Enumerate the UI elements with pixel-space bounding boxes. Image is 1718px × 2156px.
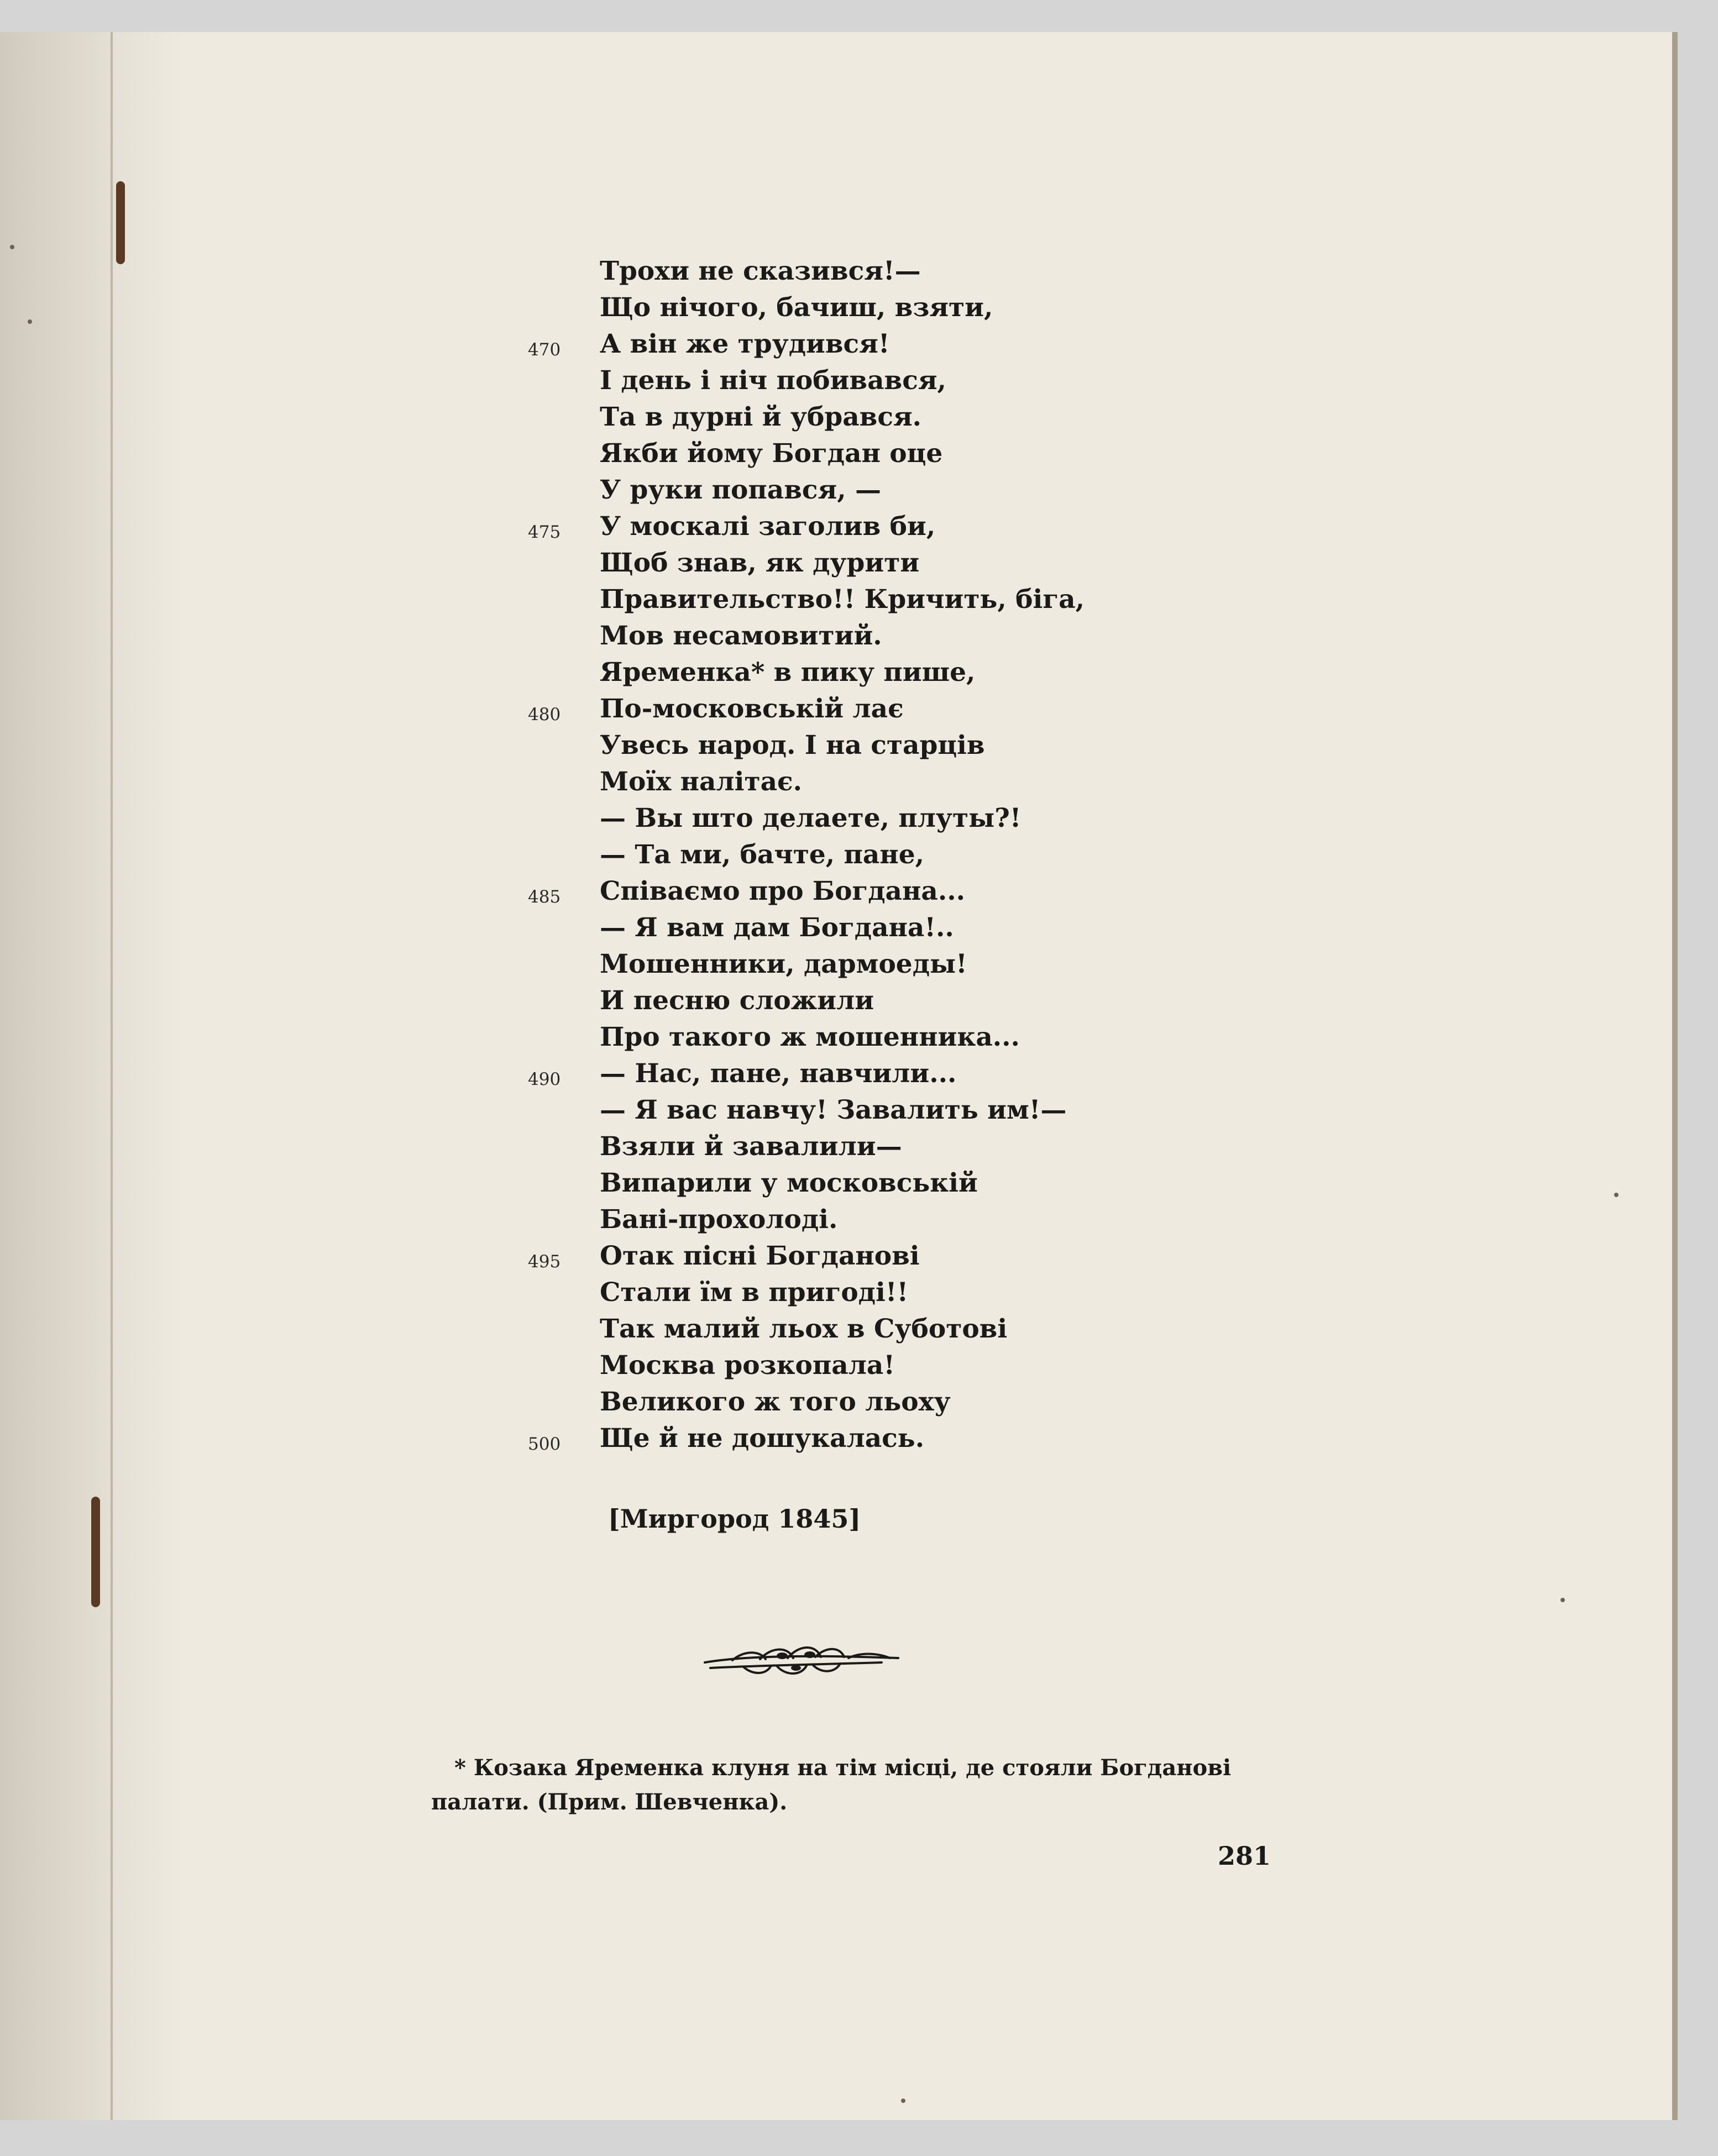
poem-line bbox=[528, 1238, 1085, 1274]
binding-stain bbox=[116, 181, 125, 264]
poem-line bbox=[600, 545, 1085, 581]
poem-line bbox=[528, 873, 1085, 910]
line-number: 485 bbox=[528, 887, 561, 907]
laurel-ornament-icon bbox=[699, 1634, 904, 1683]
line-number: 500 bbox=[528, 1434, 561, 1454]
line-number: 470 bbox=[528, 340, 561, 360]
line-text: — Я вас навчу! Завалить им!— bbox=[600, 1095, 1067, 1125]
line-text: Правительство!! Кричить, біга, bbox=[600, 584, 1085, 615]
page-number: 281 bbox=[1218, 1841, 1271, 1871]
poem-line bbox=[528, 1056, 1085, 1092]
line-number: 495 bbox=[528, 1252, 561, 1272]
line-number: 480 bbox=[528, 705, 561, 725]
line-text: А він же трудився! bbox=[600, 329, 890, 359]
line-text: У москалі заголив би, bbox=[600, 511, 936, 542]
line-text: Отак пісні Богданові bbox=[600, 1241, 920, 1271]
poem-line bbox=[528, 326, 1085, 363]
poem-line bbox=[600, 1311, 1085, 1347]
poem-line bbox=[528, 691, 1085, 727]
poem-line bbox=[600, 472, 1085, 508]
poem-line bbox=[600, 436, 1085, 472]
line-text: Так малий льох в Суботові bbox=[600, 1314, 1008, 1344]
paper-speck bbox=[1560, 1598, 1565, 1602]
poem-line bbox=[600, 581, 1085, 618]
paper-speck bbox=[28, 319, 32, 324]
poem-text bbox=[528, 253, 1085, 1457]
paper-speck bbox=[901, 2099, 905, 2103]
footnote-line: * Козака Яременка клуня на тім місці, де стояли Богданові bbox=[454, 1755, 1232, 1781]
poem-line bbox=[600, 253, 1085, 290]
line-text: Ще й не дошукалась. bbox=[600, 1423, 925, 1454]
line-text: Мов несамовитий. bbox=[600, 621, 882, 651]
poem-line bbox=[600, 290, 1085, 326]
line-text: Москва розкопала! bbox=[600, 1350, 895, 1381]
line-text: Увесь народ. І на старців bbox=[600, 730, 985, 760]
poem-line bbox=[600, 764, 1085, 800]
line-text: — Та ми, бачте, пане, bbox=[600, 840, 925, 870]
page-gutter bbox=[0, 32, 182, 2120]
line-text: Та в дурні й убрався. bbox=[600, 402, 922, 432]
poem-line bbox=[600, 800, 1085, 837]
poem-line bbox=[600, 1092, 1085, 1129]
poem-line bbox=[600, 1347, 1085, 1384]
poem-line bbox=[600, 727, 1085, 764]
line-text: Взяли й завалили— bbox=[600, 1131, 902, 1162]
line-text: У руки попався, — bbox=[600, 475, 881, 505]
line-number: 475 bbox=[528, 522, 561, 542]
line-text: Стали їм в пригоді!! bbox=[600, 1277, 909, 1308]
footnote bbox=[431, 1751, 1231, 1819]
poem-line bbox=[600, 654, 1085, 691]
poem-line bbox=[600, 1274, 1085, 1311]
poem-line bbox=[600, 1384, 1085, 1420]
line-text: Трохи не сказився!— bbox=[600, 256, 921, 286]
line-number: 490 bbox=[528, 1069, 561, 1089]
line-text: Бані-прохолоді. bbox=[600, 1204, 838, 1235]
line-text: По-московській лає bbox=[600, 694, 904, 724]
page-edge bbox=[1672, 32, 1678, 2120]
line-text: Випарили у московській bbox=[600, 1168, 978, 1198]
line-text: Щоб знав, як дурити bbox=[600, 548, 920, 578]
paper-speck bbox=[10, 245, 14, 249]
line-text: І день і ніч побивався, bbox=[600, 365, 946, 396]
paper-speck bbox=[1614, 1193, 1619, 1197]
line-text: Мошенники, дармоеды! bbox=[600, 949, 967, 979]
poem-line bbox=[600, 1129, 1085, 1165]
line-text: — Нас, пане, навчили... bbox=[600, 1058, 957, 1089]
poem-line bbox=[600, 1202, 1085, 1238]
line-text: Що нічого, бачиш, взяти, bbox=[600, 292, 993, 323]
book-page bbox=[0, 32, 1678, 2120]
line-text: Моїх налітає. bbox=[600, 767, 803, 797]
footnote-line: палати. (Прим. Шевченка). bbox=[431, 1789, 788, 1815]
gutter-fold bbox=[111, 32, 113, 2120]
poem-line bbox=[600, 363, 1085, 399]
poem-line bbox=[600, 1165, 1085, 1202]
poem-line bbox=[528, 1420, 1085, 1457]
line-text: — Вы што делаете, плуты?! bbox=[600, 803, 1022, 833]
binding-stain bbox=[91, 1497, 100, 1607]
line-text: — Я вам дам Богдана!.. bbox=[600, 912, 954, 943]
poem-line bbox=[600, 399, 1085, 436]
line-text: И песню сложили bbox=[600, 985, 874, 1016]
poem-line bbox=[600, 946, 1085, 983]
poem-line bbox=[600, 983, 1085, 1019]
poem-line bbox=[600, 910, 1085, 946]
poem-line bbox=[528, 508, 1085, 545]
line-text: Яременка* в пику пише, bbox=[600, 657, 976, 688]
line-text: Про такого ж мошенника... bbox=[600, 1022, 1020, 1052]
poem-line bbox=[600, 618, 1085, 654]
line-text: Співаємо про Богдана... bbox=[600, 876, 965, 906]
poem-date: [Миргород 1845] bbox=[608, 1504, 861, 1534]
line-text: Великого ж того льоху bbox=[600, 1387, 951, 1417]
poem-line bbox=[600, 837, 1085, 873]
poem-line bbox=[600, 1019, 1085, 1056]
line-text: Якби йому Богдан оце bbox=[600, 438, 943, 469]
